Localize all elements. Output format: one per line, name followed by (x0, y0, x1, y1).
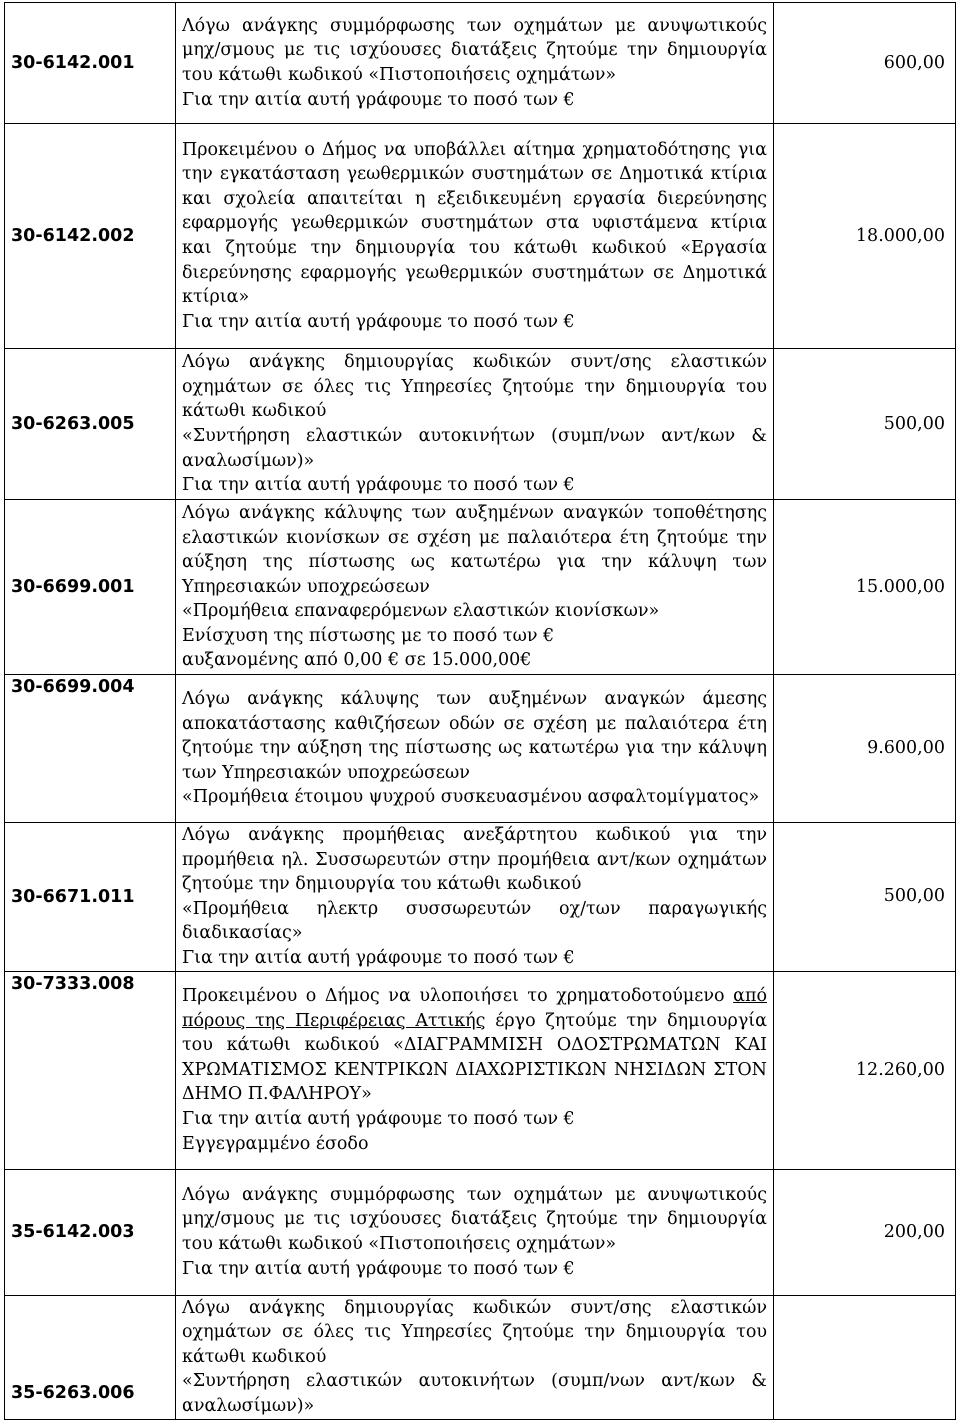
amount-value: 18.000,00 (774, 124, 956, 349)
account-code: 30-6699.004 (5, 675, 176, 823)
account-code: 30-6699.001 (5, 500, 176, 675)
description-part: Προκειμένου ο Δήμος να υλοποιήσει το χρηματοδοτούμενο (182, 985, 734, 1006)
table-row (5, 500, 956, 675)
code-title: «Προμήθεια έτοιμου ψυχρού συσκευασμένου ασφαλτομίγματος» (182, 787, 760, 808)
amount-statement: Για την αιτία αυτή γράφουμε το ποσό των € (182, 475, 575, 496)
amount-statement: Για την αιτία αυτή γράφουμε το ποσό των € (182, 1108, 575, 1129)
increase-note: αυξανομένης από 0,00 € σε 15.000,00€ (182, 650, 532, 671)
description-text: Λόγω ανάγκης προμήθειας ανεξάρτητου κωδικού για την προμήθεια ηλ. Συσσωρευτών στην προμήθεια αντ/κων οχημάτων ζητούμε την δημιουργία του κάτωθι κωδικού (182, 825, 767, 895)
amount-cell-empty (774, 1295, 956, 1419)
account-code: 30-6142.002 (5, 124, 176, 349)
description-text: Λόγω ανάγκης δημιουργίας κωδικών συντ/σης ελαστικών οχημάτων σε όλες τις Υπηρεσίες ζητούμε την δημιουργία του κάτωθι κωδικού (182, 352, 767, 422)
code-title: «Προμήθεια επαναφερόμενων ελαστικών κιονίσκων» (182, 601, 660, 622)
description-text: Προκειμένου ο Δήμος να υποβάλλει αίτημα χρηματοδότησης για την εγκατάσταση γεωθερμικών συστημάτων σε Δημοτικά κτίρια και σχολεία απαιτείται η εξειδικευμένη εργασία διερεύνησης εφαρμογής γεωθερμικών συστημάτων στα υφιστάμενα κτίρια και ζητούμε την δημιουργία του κάτωθι κωδικού «Εργασία διερεύνησης εφαρμογής γεωθερμικών συστημάτων σε Δημοτικά κτίρια» (182, 139, 767, 308)
row-description (176, 675, 774, 823)
account-code: 35-6263.006 (5, 1295, 176, 1419)
budget-table (4, 2, 956, 1420)
row-description (176, 124, 774, 349)
row-description (176, 1169, 774, 1295)
account-code: 30-6671.011 (5, 823, 176, 972)
row-description (176, 1295, 774, 1419)
table-row (5, 124, 956, 349)
description-text: Λόγω ανάγκης κάλυψης των αυξημένων αναγκών άμεσης αποκατάστασης καθιζήσεων οδών σε σχέση με παλαιότερα έτη ζητούμε την αύξηση της πίστωσης ως κατωτέρω για την κάλυψη των Υπηρεσιακών υποχρεώσεων (182, 689, 767, 783)
table-row (5, 1295, 956, 1419)
amount-value: 15.000,00 (774, 500, 956, 675)
account-code: 35-6142.003 (5, 1169, 176, 1295)
amount-value: 9.600,00 (774, 675, 956, 823)
amount-value: 500,00 (774, 823, 956, 972)
funding-source-underlined: από πόρους της Περιφέρειας Αττικής (182, 985, 767, 1031)
amount-value: 500,00 (774, 349, 956, 500)
amount-value: 600,00 (774, 3, 956, 124)
row-description (176, 349, 774, 500)
code-title: «Συντήρηση ελαστικών αυτοκινήτων (συμπ/νων αντ/κων & αναλωσίμων)» (182, 426, 767, 471)
table-row (5, 823, 956, 972)
account-code: 30-6142.001 (5, 3, 176, 124)
account-code: 30-6263.005 (5, 349, 176, 500)
table-row (5, 971, 956, 1169)
table-row (5, 3, 956, 124)
table-row (5, 675, 956, 823)
amount-statement: Για την αιτία αυτή γράφουμε το ποσό των € (182, 1258, 575, 1279)
code-title: «Προμήθεια ηλεκτρ συσσωρευτών οχ/των παραγωγικής διαδικασίας» (182, 898, 767, 944)
account-code: 30-7333.008 (5, 971, 176, 1169)
row-description (176, 500, 774, 675)
description-text: Λόγω ανάγκης δημιουργίας κωδικών συντ/σης ελαστικών οχημάτων σε όλες τις Υπηρεσίες ζητούμε την δημιουργία του κάτωθι κωδικού (182, 1297, 767, 1367)
revenue-note: Εγγεγραμμένο έσοδο (182, 1133, 369, 1154)
amount-value: 12.260,00 (774, 971, 956, 1169)
description-text: Λόγω ανάγκης συμμόρφωσης των οχημάτων με ανυψωτικούς μηχ/σμους με τις ισχύουσες διατάξεις ζητούμε την δημιουργία του κάτωθι κωδικού «Πιστοποιήσεις οχημάτων» (182, 1184, 767, 1255)
amount-statement: Για την αιτία αυτή γράφουμε το ποσό των € (182, 89, 575, 110)
amount-statement: Για την αιτία αυτή γράφουμε το ποσό των € (182, 947, 575, 968)
code-title: «Συντήρηση ελαστικών αυτοκινήτων (συμπ/νων αντ/κων & αναλωσίμων)» (182, 1371, 767, 1416)
row-description (176, 823, 774, 972)
amount-value: 200,00 (774, 1169, 956, 1295)
table-row (5, 1169, 956, 1295)
table-row (5, 349, 956, 500)
description-text (182, 984, 767, 1107)
row-description (176, 971, 774, 1169)
description-text: Λόγω ανάγκης συμμόρφωσης των οχημάτων με ανυψωτικούς μηχ/σμους με τις ισχύουσες διατάξεις ζητούμε την δημιουργία του κάτωθι κωδικού «Πιστοποιήσεις οχημάτων» (182, 15, 767, 85)
description-text: Λόγω ανάγκης κάλυψης των αυξημένων αναγκών τοποθέτησης ελαστικών κιονίσκων σε σχέση με παλαιότερα έτη ζητούμε την αύξηση της πίστωσης ως κατωτέρω για την κάλυψη των Υπηρεσιακών υποχρεώσεων (182, 502, 767, 597)
amount-statement: Ενίσχυση της πίστωσης με το ποσό των € (182, 625, 555, 646)
row-description (176, 3, 774, 124)
amount-statement: Για την αιτία αυτή γράφουμε το ποσό των € (182, 311, 575, 332)
description-part: έργο ζητούμε την δημιουργία του κάτωθι κωδικού «ΔΙΑΓΡΑΜΜΙΣΗ ΟΔΟΣΤΡΩΜΑΤΩΝ ΚΑΙ ΧΡΩΜΑΤΙΣΜΟΣ ΚΕΝΤΡΙΚΩΝ ΔΙΑΧΩΡΙΣΤΙΚΩΝ ΝΗΣΙΔΩΝ ΣΤΟΝ ΔΗΜΟ Π.ΦΑΛΗΡΟΥ» (182, 1010, 767, 1105)
